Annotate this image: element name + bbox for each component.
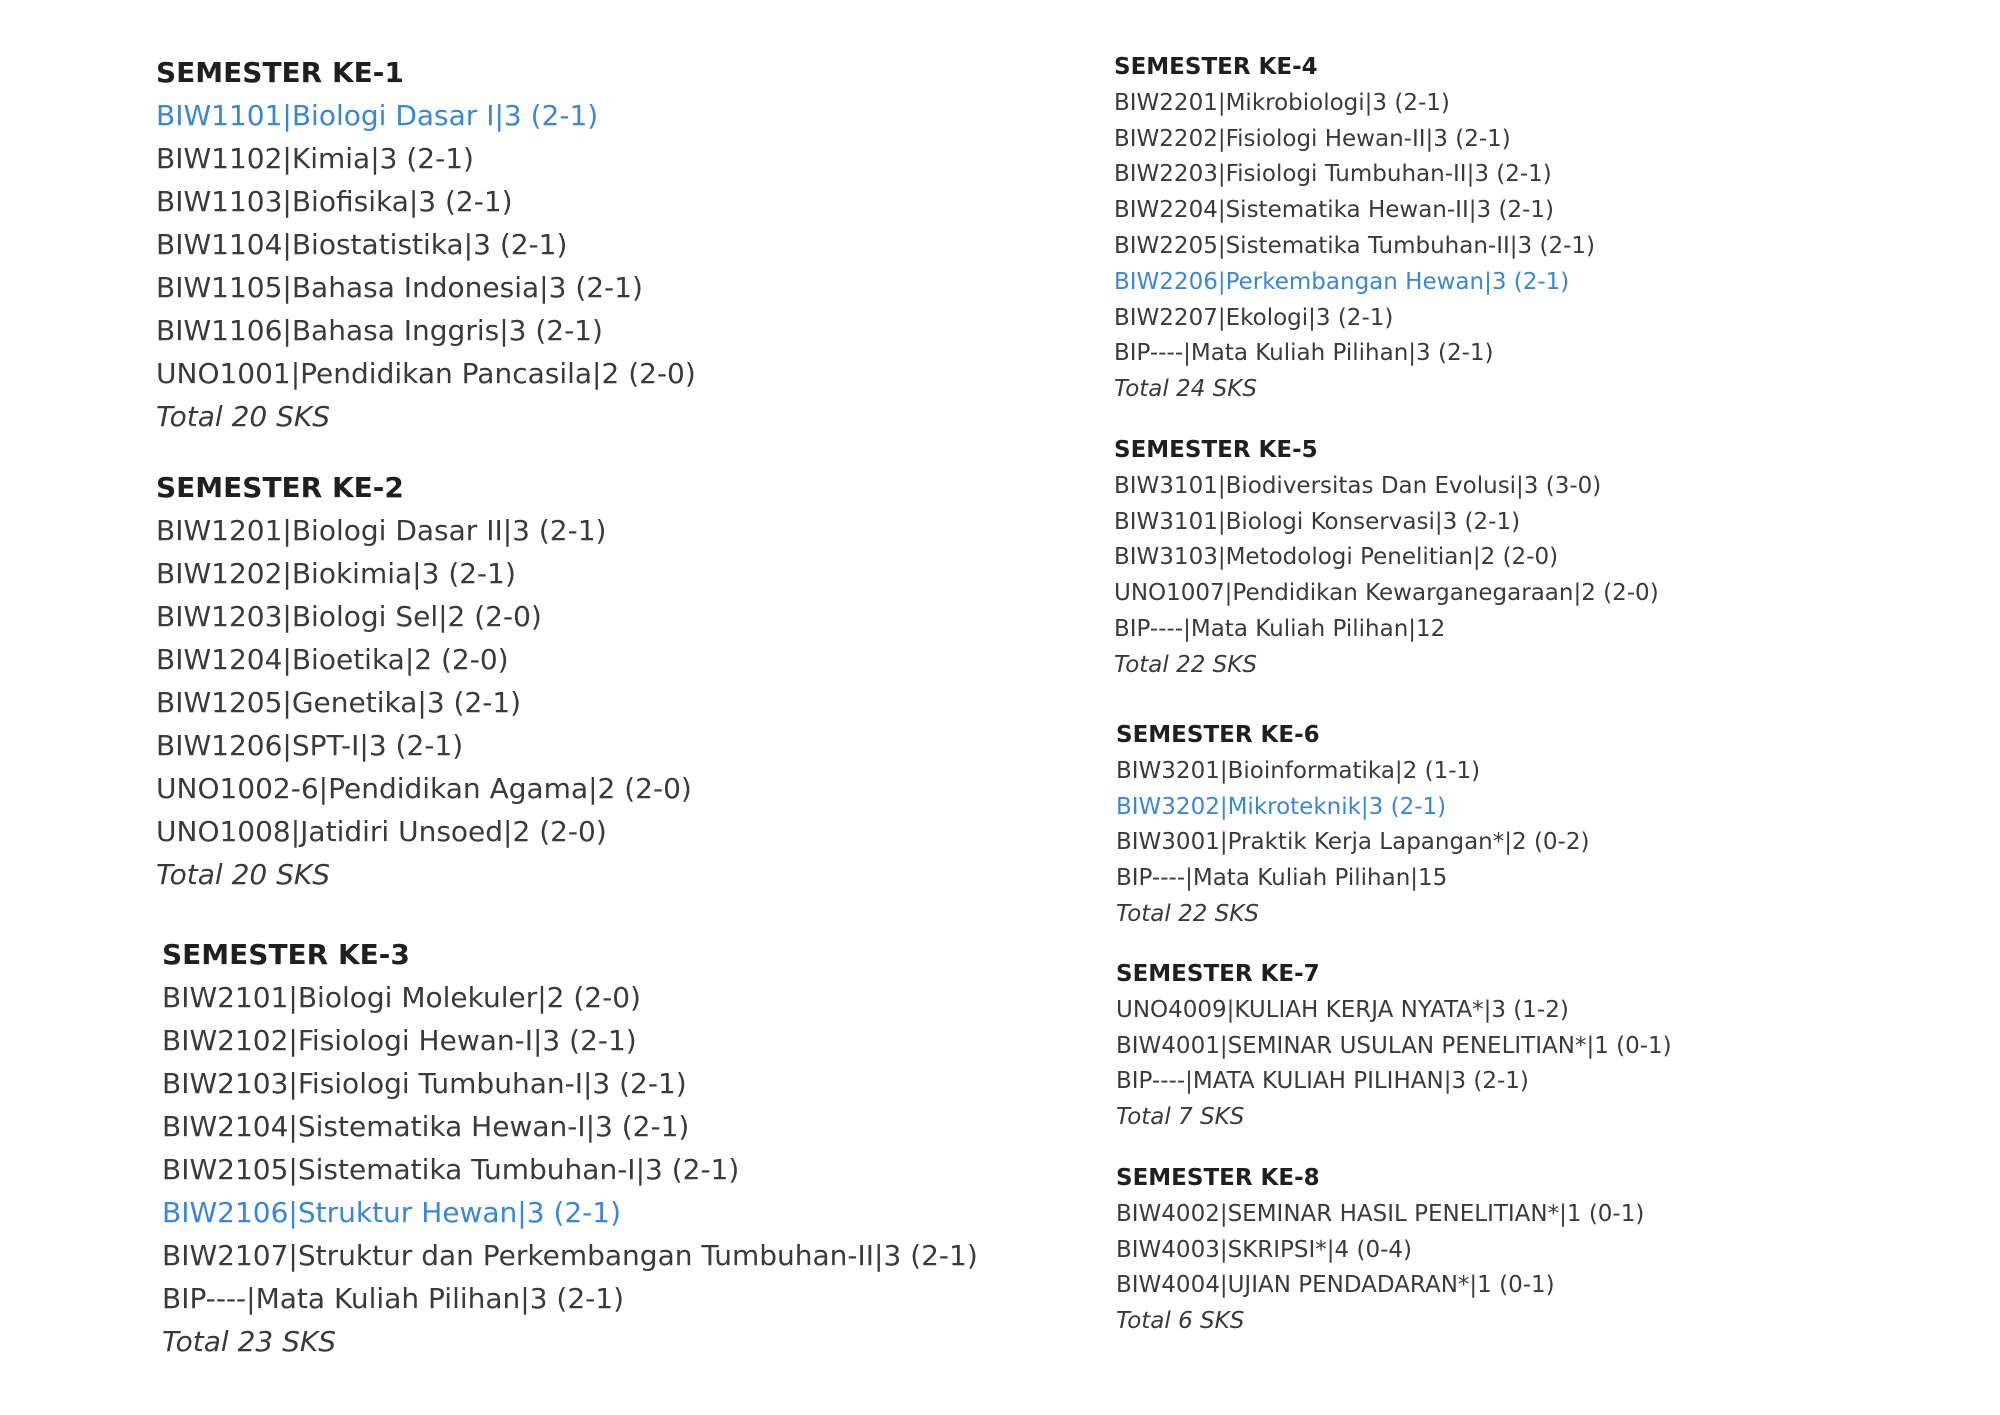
course-item: BIP----|Mata Kuliah Pilihan|3 (2-1) [1114, 340, 1494, 367]
course-link[interactable]: BIW1101|Biologi Dasar I|3 (2-1) [156, 99, 599, 132]
course-item: UNO1001|Pendidikan Pancasila|2 (2-0) [156, 357, 696, 390]
semester-title: SEMESTER KE-8 [1116, 1165, 1320, 1191]
semester-title: SEMESTER KE-7 [1116, 961, 1320, 987]
semester-title: SEMESTER KE-4 [1114, 54, 1318, 80]
semester-title: SEMESTER KE-6 [1116, 722, 1320, 748]
course-item: BIW2102|Fisiologi Hewan-I|3 (2-1) [162, 1024, 637, 1057]
semester-title: SEMESTER KE-2 [156, 471, 404, 504]
semester-title: SEMESTER KE-1 [156, 56, 404, 89]
semester-title: SEMESTER KE-3 [162, 938, 410, 971]
course-link[interactable]: BIW2106|Struktur Hewan|3 (2-1) [162, 1196, 622, 1229]
course-item: BIW4003|SKRIPSI*|4 (0-4) [1116, 1236, 1412, 1263]
semester-8-block [1116, 1161, 1644, 1340]
course-item: BIW3103|Metodologi Penelitian|2 (2-0) [1114, 544, 1559, 571]
course-item: BIP----|Mata Kuliah Pilihan|12 [1114, 615, 1446, 642]
course-item: BIW2205|Sistematika Tumbuhan-II|3 (2-1) [1114, 232, 1595, 259]
course-item: BIW1102|Kimia|3 (2-1) [156, 142, 474, 175]
course-item: BIW1206|SPT-I|3 (2-1) [156, 729, 464, 762]
course-item: BIW1203|Biologi Sel|2 (2-0) [156, 600, 542, 633]
semester-total: Total 20 SKS [156, 858, 331, 891]
course-item: BIW2104|Sistematika Hewan-I|3 (2-1) [162, 1110, 690, 1143]
semester-total: Total 20 SKS [156, 400, 331, 433]
course-item: BIW3101|Biodiversitas Dan Evolusi|3 (3-0) [1114, 472, 1602, 499]
course-item: UNO1008|Jatidiri Unsoed|2 (2-0) [156, 815, 607, 848]
course-item: UNO1002-6|Pendidikan Agama|2 (2-0) [156, 772, 692, 805]
course-item: UNO1007|Pendidikan Kewarganegaraan|2 (2-0) [1114, 580, 1659, 607]
course-item: BIP----|Mata Kuliah Pilihan|3 (2-1) [162, 1282, 624, 1315]
semester-total: Total 23 SKS [162, 1325, 337, 1358]
course-item: BIW4004|UJIAN PENDADARAN*|1 (0-1) [1116, 1272, 1555, 1299]
semester-title: SEMESTER KE-5 [1114, 437, 1318, 463]
course-item: BIP----|Mata Kuliah Pilihan|15 [1116, 865, 1448, 892]
course-item: BIW1204|Bioetika|2 (2-0) [156, 643, 509, 676]
course-item: BIW2201|Mikrobiologi|3 (2-1) [1114, 89, 1450, 116]
semester-total: Total 24 SKS [1114, 376, 1257, 403]
course-item: BIW2101|Biologi Molekuler|2 (2-0) [162, 981, 641, 1014]
semester-5-block [1114, 433, 1659, 684]
course-item: BIW4001|SEMINAR USULAN PENELITIAN*|1 (0-1) [1116, 1032, 1672, 1059]
semester-6-block [1116, 718, 1589, 933]
course-item: BIW3001|Praktik Kerja Lapangan*|2 (0-2) [1116, 829, 1590, 856]
course-item: BIW2103|Fisiologi Tumbuhan-I|3 (2-1) [162, 1067, 687, 1100]
semester-total: Total 22 SKS [1114, 651, 1257, 678]
course-item: BIW1201|Biologi Dasar II|3 (2-1) [156, 514, 607, 547]
course-item: BIW1103|Biofisika|3 (2-1) [156, 185, 513, 218]
semester-total: Total 22 SKS [1116, 900, 1259, 927]
course-link[interactable]: BIW2206|Perkembangan Hewan|3 (2-1) [1114, 268, 1570, 295]
course-item: BIW1205|Genetika|3 (2-1) [156, 686, 522, 719]
semester-4-block [1114, 50, 1595, 408]
course-item: BIW1104|Biostatistika|3 (2-1) [156, 228, 568, 261]
semester-total: Total 6 SKS [1116, 1308, 1245, 1335]
course-item: BIW2207|Ekologi|3 (2-1) [1114, 304, 1394, 331]
course-item: BIW1106|Bahasa Inggris|3 (2-1) [156, 314, 603, 347]
course-item: BIW2202|Fisiologi Hewan-II|3 (2-1) [1114, 125, 1511, 152]
course-link[interactable]: BIW3202|Mikroteknik|3 (2-1) [1116, 793, 1447, 820]
course-item: BIW1202|Biokimia|3 (2-1) [156, 557, 516, 590]
course-item: BIW2105|Sistematika Tumbuhan-I|3 (2-1) [162, 1153, 740, 1186]
course-item: BIW4002|SEMINAR HASIL PENELITIAN*|1 (0-1) [1116, 1200, 1645, 1227]
course-item: BIW3201|Bioinformatika|2 (1-1) [1116, 757, 1481, 784]
course-item: BIW2107|Struktur dan Perkembangan Tumbuhan-II|3 (2-1) [162, 1239, 978, 1272]
course-item: UNO4009|KULIAH KERJA NYATA*|3 (1-2) [1116, 996, 1569, 1023]
semester-3-block [162, 933, 978, 1363]
semester-7-block [1116, 957, 1672, 1136]
semester-1-block [156, 51, 696, 438]
semester-2-block [156, 466, 692, 896]
course-item: BIW2204|Sistematika Hewan-II|3 (2-1) [1114, 197, 1554, 224]
course-item: BIW2203|Fisiologi Tumbuhan-II|3 (2-1) [1114, 161, 1552, 188]
course-item: BIW3101|Biologi Konservasi|3 (2-1) [1114, 508, 1521, 535]
semester-total: Total 7 SKS [1116, 1104, 1245, 1131]
course-item: BIP----|MATA KULIAH PILIHAN|3 (2-1) [1116, 1068, 1529, 1095]
course-item: BIW1105|Bahasa Indonesia|3 (2-1) [156, 271, 643, 304]
